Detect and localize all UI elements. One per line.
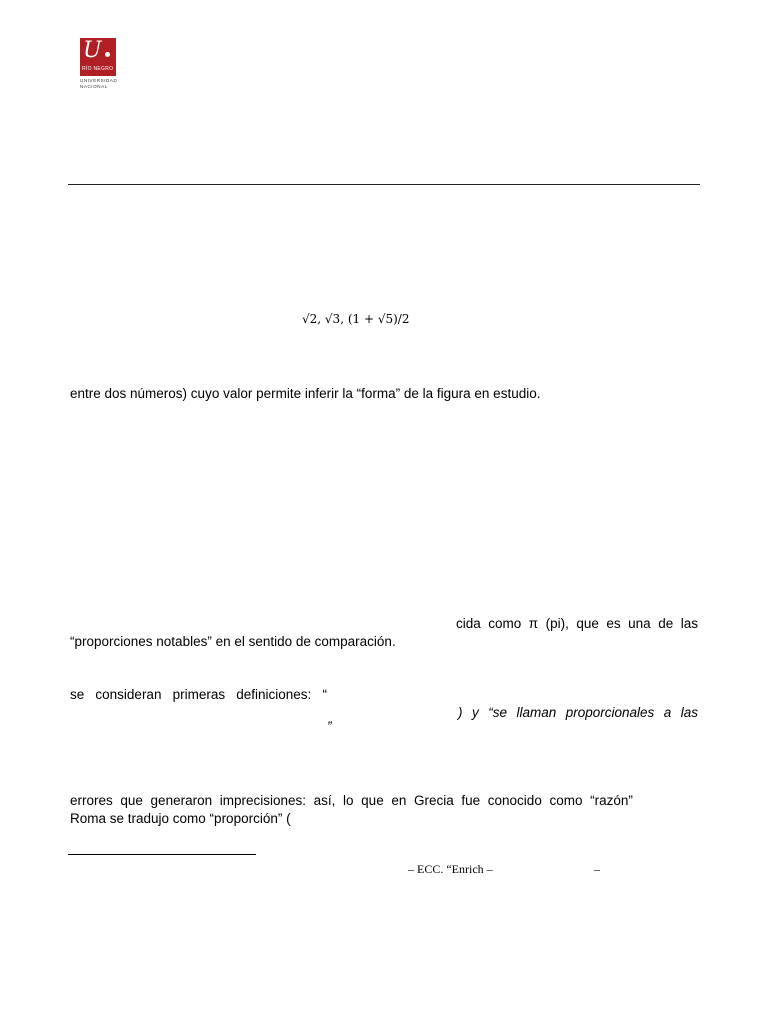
word: “razón” xyxy=(590,793,633,808)
word: proporcionales xyxy=(565,705,655,720)
word: “se xyxy=(488,705,507,720)
word: una xyxy=(628,616,651,631)
logo-university-name xyxy=(80,78,117,89)
logo-line1: UNIVERSIDAD xyxy=(80,78,118,83)
word: primeras xyxy=(172,687,226,702)
formula: √2, √3, (1 + √5)/2 xyxy=(302,312,410,326)
paragraph-3-line-2 xyxy=(472,704,698,722)
word: fue xyxy=(461,793,481,808)
word: de xyxy=(658,616,674,631)
word: como xyxy=(549,793,583,808)
word: π xyxy=(528,616,539,631)
word: las xyxy=(680,705,698,720)
paragraph-3-line-3: ” xyxy=(327,719,332,734)
word: llaman xyxy=(516,705,557,720)
paragraph-4-line-2: Roma se tradujo como “proporción” ( xyxy=(70,811,291,826)
word: a xyxy=(663,705,672,720)
word: (pi), xyxy=(545,616,569,631)
word: es xyxy=(606,616,621,631)
word: cida xyxy=(456,616,481,631)
word: así, xyxy=(313,793,336,808)
word: “ xyxy=(322,687,327,702)
word: conocido xyxy=(487,793,542,808)
footnote-dash: – xyxy=(594,862,600,876)
word: que xyxy=(120,793,143,808)
word: errores xyxy=(70,793,113,808)
paragraph-4-line-1 xyxy=(70,792,633,810)
logo-letter: U xyxy=(83,38,102,63)
paragraph-3-paren: ) xyxy=(458,705,463,720)
word: se xyxy=(70,687,85,702)
word: imprecisiones: xyxy=(219,793,307,808)
word: consideran xyxy=(95,687,162,702)
footnote-separator xyxy=(68,854,256,855)
logo-line2: NACIONAL xyxy=(80,83,108,89)
paragraph-3-line-1 xyxy=(70,686,327,704)
word: en xyxy=(391,793,407,808)
word: y xyxy=(472,705,479,720)
header-rule xyxy=(68,184,700,185)
word: definiciones: xyxy=(236,687,312,702)
paragraph-2-line-2: “proporciones notables” en el sentido de comparación. xyxy=(70,634,396,649)
logo-emblem xyxy=(80,38,116,76)
word: como xyxy=(488,616,522,631)
word: generaron xyxy=(150,793,213,808)
word: Grecia xyxy=(413,793,454,808)
footnote-text: – ECC. “Enrich – xyxy=(408,862,493,876)
word: las xyxy=(680,616,698,631)
word: que xyxy=(361,793,384,808)
word: que xyxy=(576,616,599,631)
word: lo xyxy=(343,793,354,808)
university-logo xyxy=(80,38,120,90)
paragraph-2-line-1 xyxy=(456,615,698,633)
logo-rio-negro: RÍO NEGRO xyxy=(82,66,114,72)
paragraph-1: entre dos números) cuyo valor permite inferir la “forma” de la figura en estudio. xyxy=(70,386,541,401)
logo-dot-icon xyxy=(105,52,110,57)
